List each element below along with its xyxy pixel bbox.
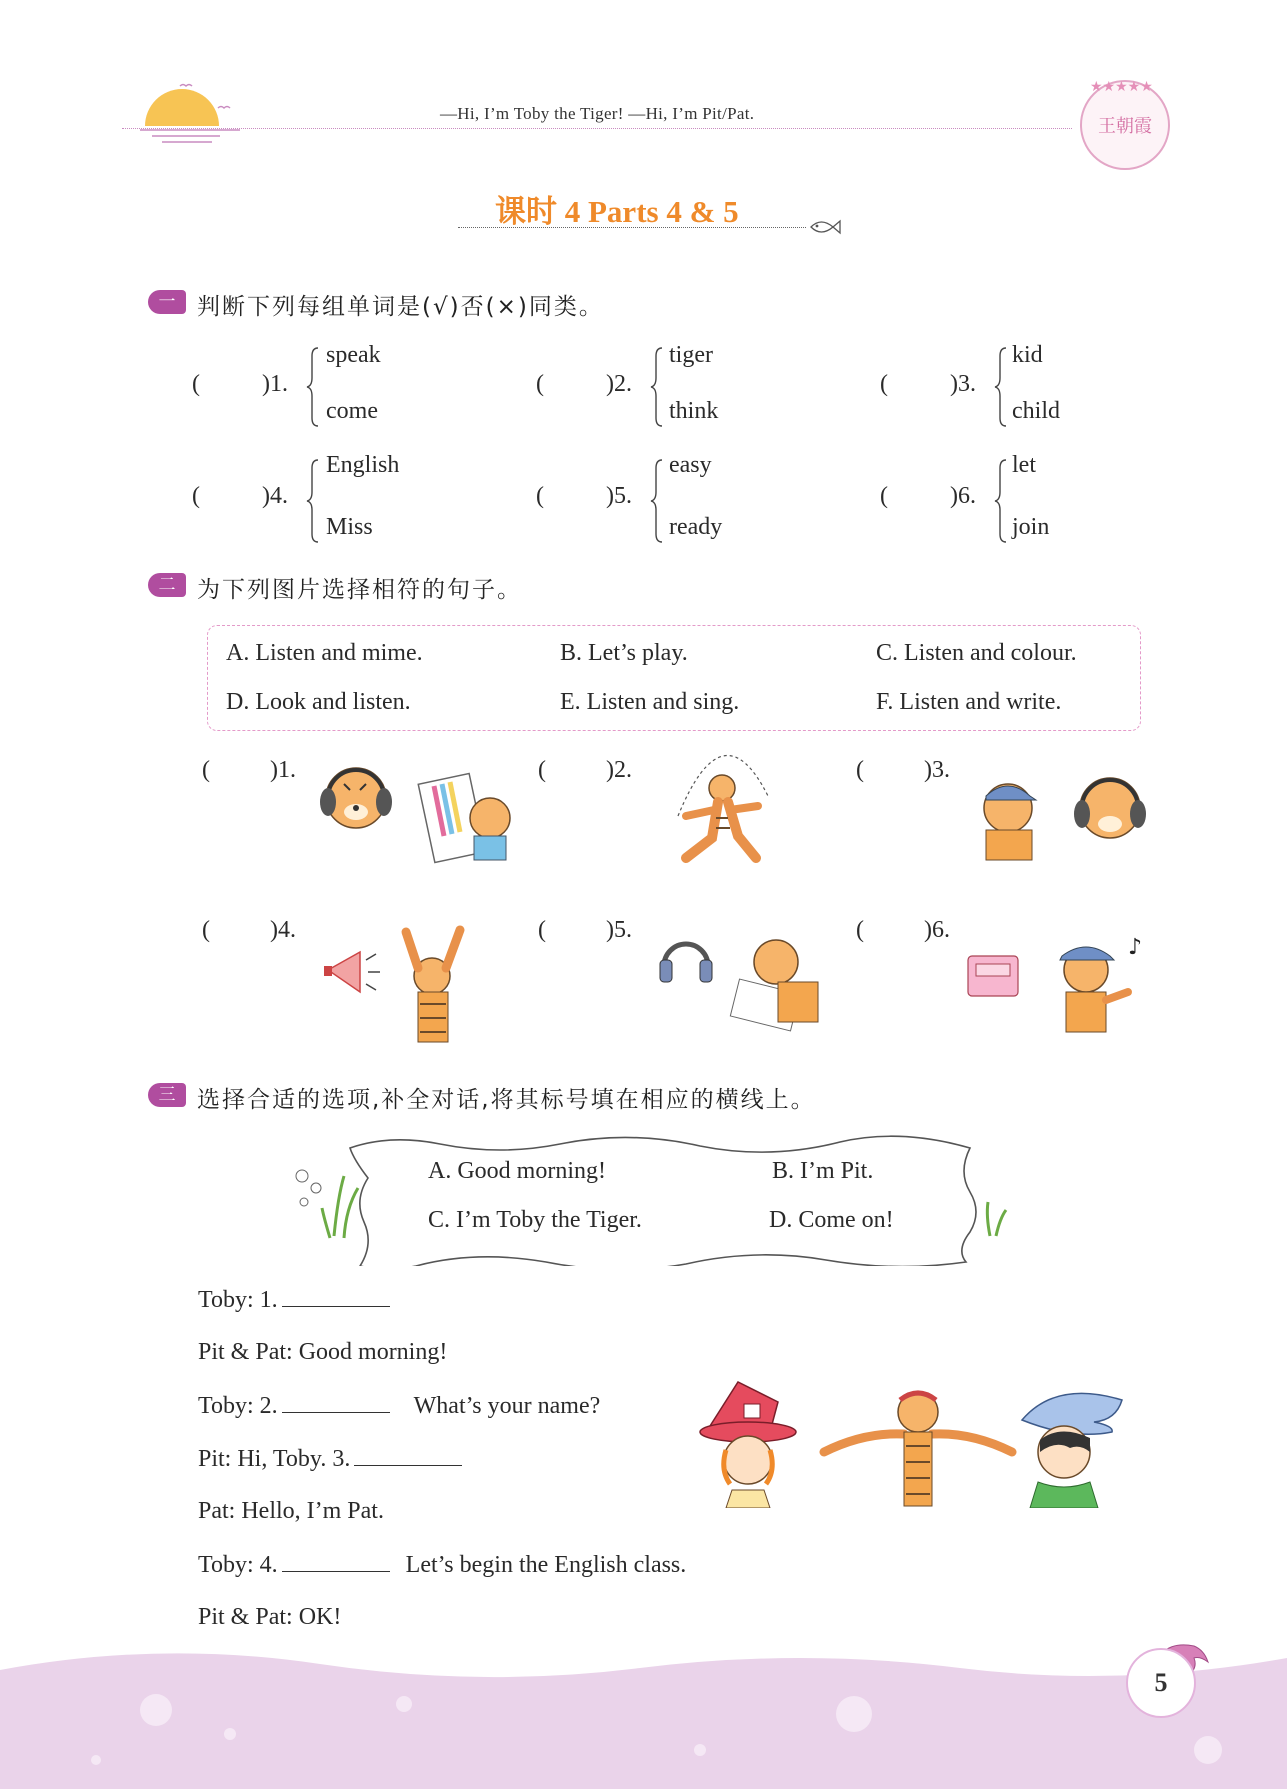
option-e: E. Listen and sing.: [560, 689, 740, 715]
pic-number-3: )3.: [924, 757, 950, 783]
answer-paren-3[interactable]: (: [880, 371, 888, 397]
brace-icon: [650, 458, 664, 544]
footer-wave: [0, 1640, 1287, 1789]
pic-number-4: )4.: [270, 917, 296, 943]
running-title: —Hi, I’m Toby the Tiger! —Hi, I’m Pit/Pat.: [440, 104, 755, 123]
page-number: 5: [1126, 1648, 1196, 1718]
pic-answer-paren-4[interactable]: (: [202, 917, 210, 943]
word-5a: easy: [669, 452, 712, 478]
title-underline: [458, 227, 806, 228]
answer-blank-3[interactable]: [354, 1445, 462, 1466]
answer-paren-4[interactable]: (: [192, 483, 200, 509]
brace-icon: [650, 346, 664, 428]
item-number-1: )1.: [262, 371, 288, 397]
word-4b: Miss: [326, 514, 373, 540]
brace-icon: [994, 458, 1008, 544]
dialogue-line-4: [198, 1445, 462, 1473]
pic-answer-paren-3[interactable]: (: [856, 757, 864, 783]
pic-answer-paren-1[interactable]: (: [202, 757, 210, 783]
word-1a: speak: [326, 342, 381, 368]
section1-badge: 一: [148, 290, 186, 314]
headphones-tiger-writing-illustration: [658, 926, 828, 1034]
section2-title: 为下列图片选择相符的句子。: [197, 577, 522, 603]
dialogue-line-3: [198, 1392, 600, 1420]
brace-icon: [306, 346, 320, 428]
word-6a: let: [1012, 452, 1036, 478]
header-divider: [122, 128, 1072, 129]
fish-icon: [808, 216, 842, 238]
tiger-headphones-colouring-illustration: [314, 756, 524, 871]
pic-number-1: )1.: [270, 757, 296, 783]
pic-number-6: )6.: [924, 917, 950, 943]
item-number-5: )5.: [606, 483, 632, 509]
svg-text:♪: ♪: [1128, 935, 1143, 960]
item-number-4: )4.: [262, 483, 288, 509]
answer-paren-2[interactable]: (: [536, 371, 544, 397]
sunrise-icon: [140, 80, 240, 152]
dialogue-line-7: [198, 1604, 341, 1631]
word-5b: ready: [669, 514, 723, 540]
dialogue-line-text: Pit & Pat: OK!: [198, 1604, 342, 1630]
option-a: A. Listen and mime.: [226, 640, 423, 666]
dialogue-line-6: [198, 1551, 686, 1579]
answer-paren-5[interactable]: (: [536, 483, 544, 509]
lesson-title: 课时 4 Parts 4 & 5: [495, 194, 739, 229]
answer-paren-1[interactable]: (: [192, 371, 200, 397]
option-c: C. Listen and colour.: [876, 640, 1077, 666]
stars-icon: [1090, 78, 1160, 94]
section3-title: 选择合适的选项,补全对话,将其标号填在相应的横线上。: [197, 1087, 816, 1113]
answer-blank-1[interactable]: [282, 1286, 390, 1307]
word-2b: think: [669, 398, 719, 424]
megaphone-tiger-illustration: [322, 920, 492, 1048]
publisher-logo: [1080, 80, 1170, 170]
dialogue-option-a: A. Good morning!: [428, 1158, 606, 1184]
dialogue-option-b: B. I’m Pit.: [772, 1158, 874, 1184]
dialogue-line-text: Pat: Hello, I’m Pat.: [198, 1498, 384, 1524]
pic-number-5: )5.: [606, 917, 632, 943]
dialogue-line-2: [198, 1339, 447, 1366]
dialogue-option-d: D. Come on!: [769, 1207, 894, 1233]
word-3b: child: [1012, 398, 1060, 424]
brace-icon: [994, 346, 1008, 428]
answer-blank-4[interactable]: [282, 1551, 390, 1572]
section3-badge: 三: [148, 1083, 186, 1107]
pit-toby-pat-illustration: [692, 1374, 1147, 1508]
radio-singing-tiger-illustration: [962, 930, 1162, 1040]
svg-text:★★★★★: ★★★★★: [1090, 79, 1153, 94]
pic-answer-paren-5[interactable]: (: [538, 917, 546, 943]
item-number-2: )2.: [606, 371, 632, 397]
section1-title: 判断下列每组单词是(√)否(×)同类。: [197, 294, 604, 320]
answer-blank-2[interactable]: [282, 1392, 390, 1413]
word-6b: join: [1012, 514, 1050, 540]
dialogue-line-1: [198, 1286, 390, 1314]
dialogue-line-text: Toby: 2.: [198, 1393, 278, 1419]
dialogue-line-text: Toby: 1.: [198, 1287, 278, 1313]
tiger-jumping-rope-illustration: [658, 752, 788, 880]
item-number-3: )3.: [950, 371, 976, 397]
word-3a: kid: [1012, 342, 1043, 368]
item-number-6: )6.: [950, 483, 976, 509]
section2-badge: 二: [148, 573, 186, 597]
dialogue-line-tail: Let’s begin the English class.: [405, 1552, 687, 1578]
dialogue-option-c: C. I’m Toby the Tiger.: [428, 1207, 642, 1233]
dialogue-line-text: Pit: Hi, Toby. 3.: [198, 1446, 351, 1472]
word-1b: come: [326, 398, 378, 424]
word-2a: tiger: [669, 342, 713, 368]
options-cloud-frame: [290, 1126, 1010, 1266]
pic-number-2: )2.: [606, 757, 632, 783]
option-b: B. Let’s play.: [560, 640, 688, 666]
dialogue-line-tail: What’s your name?: [413, 1393, 601, 1419]
option-d: D. Look and listen.: [226, 689, 411, 715]
dialogue-line-text: Toby: 4.: [198, 1552, 278, 1578]
pic-answer-paren-2[interactable]: (: [538, 757, 546, 783]
pic-answer-paren-6[interactable]: (: [856, 917, 864, 943]
word-4a: English: [326, 452, 400, 478]
brace-icon: [306, 458, 320, 544]
dialogue-line-5: [198, 1498, 384, 1525]
option-f: F. Listen and write.: [876, 689, 1062, 715]
logo-text: 王朝霞: [1098, 116, 1152, 137]
dialogue-line-text: Pit & Pat: Good morning!: [198, 1339, 448, 1365]
answer-paren-6[interactable]: (: [880, 483, 888, 509]
tiger-cap-headphones-illustration: [960, 768, 1160, 864]
